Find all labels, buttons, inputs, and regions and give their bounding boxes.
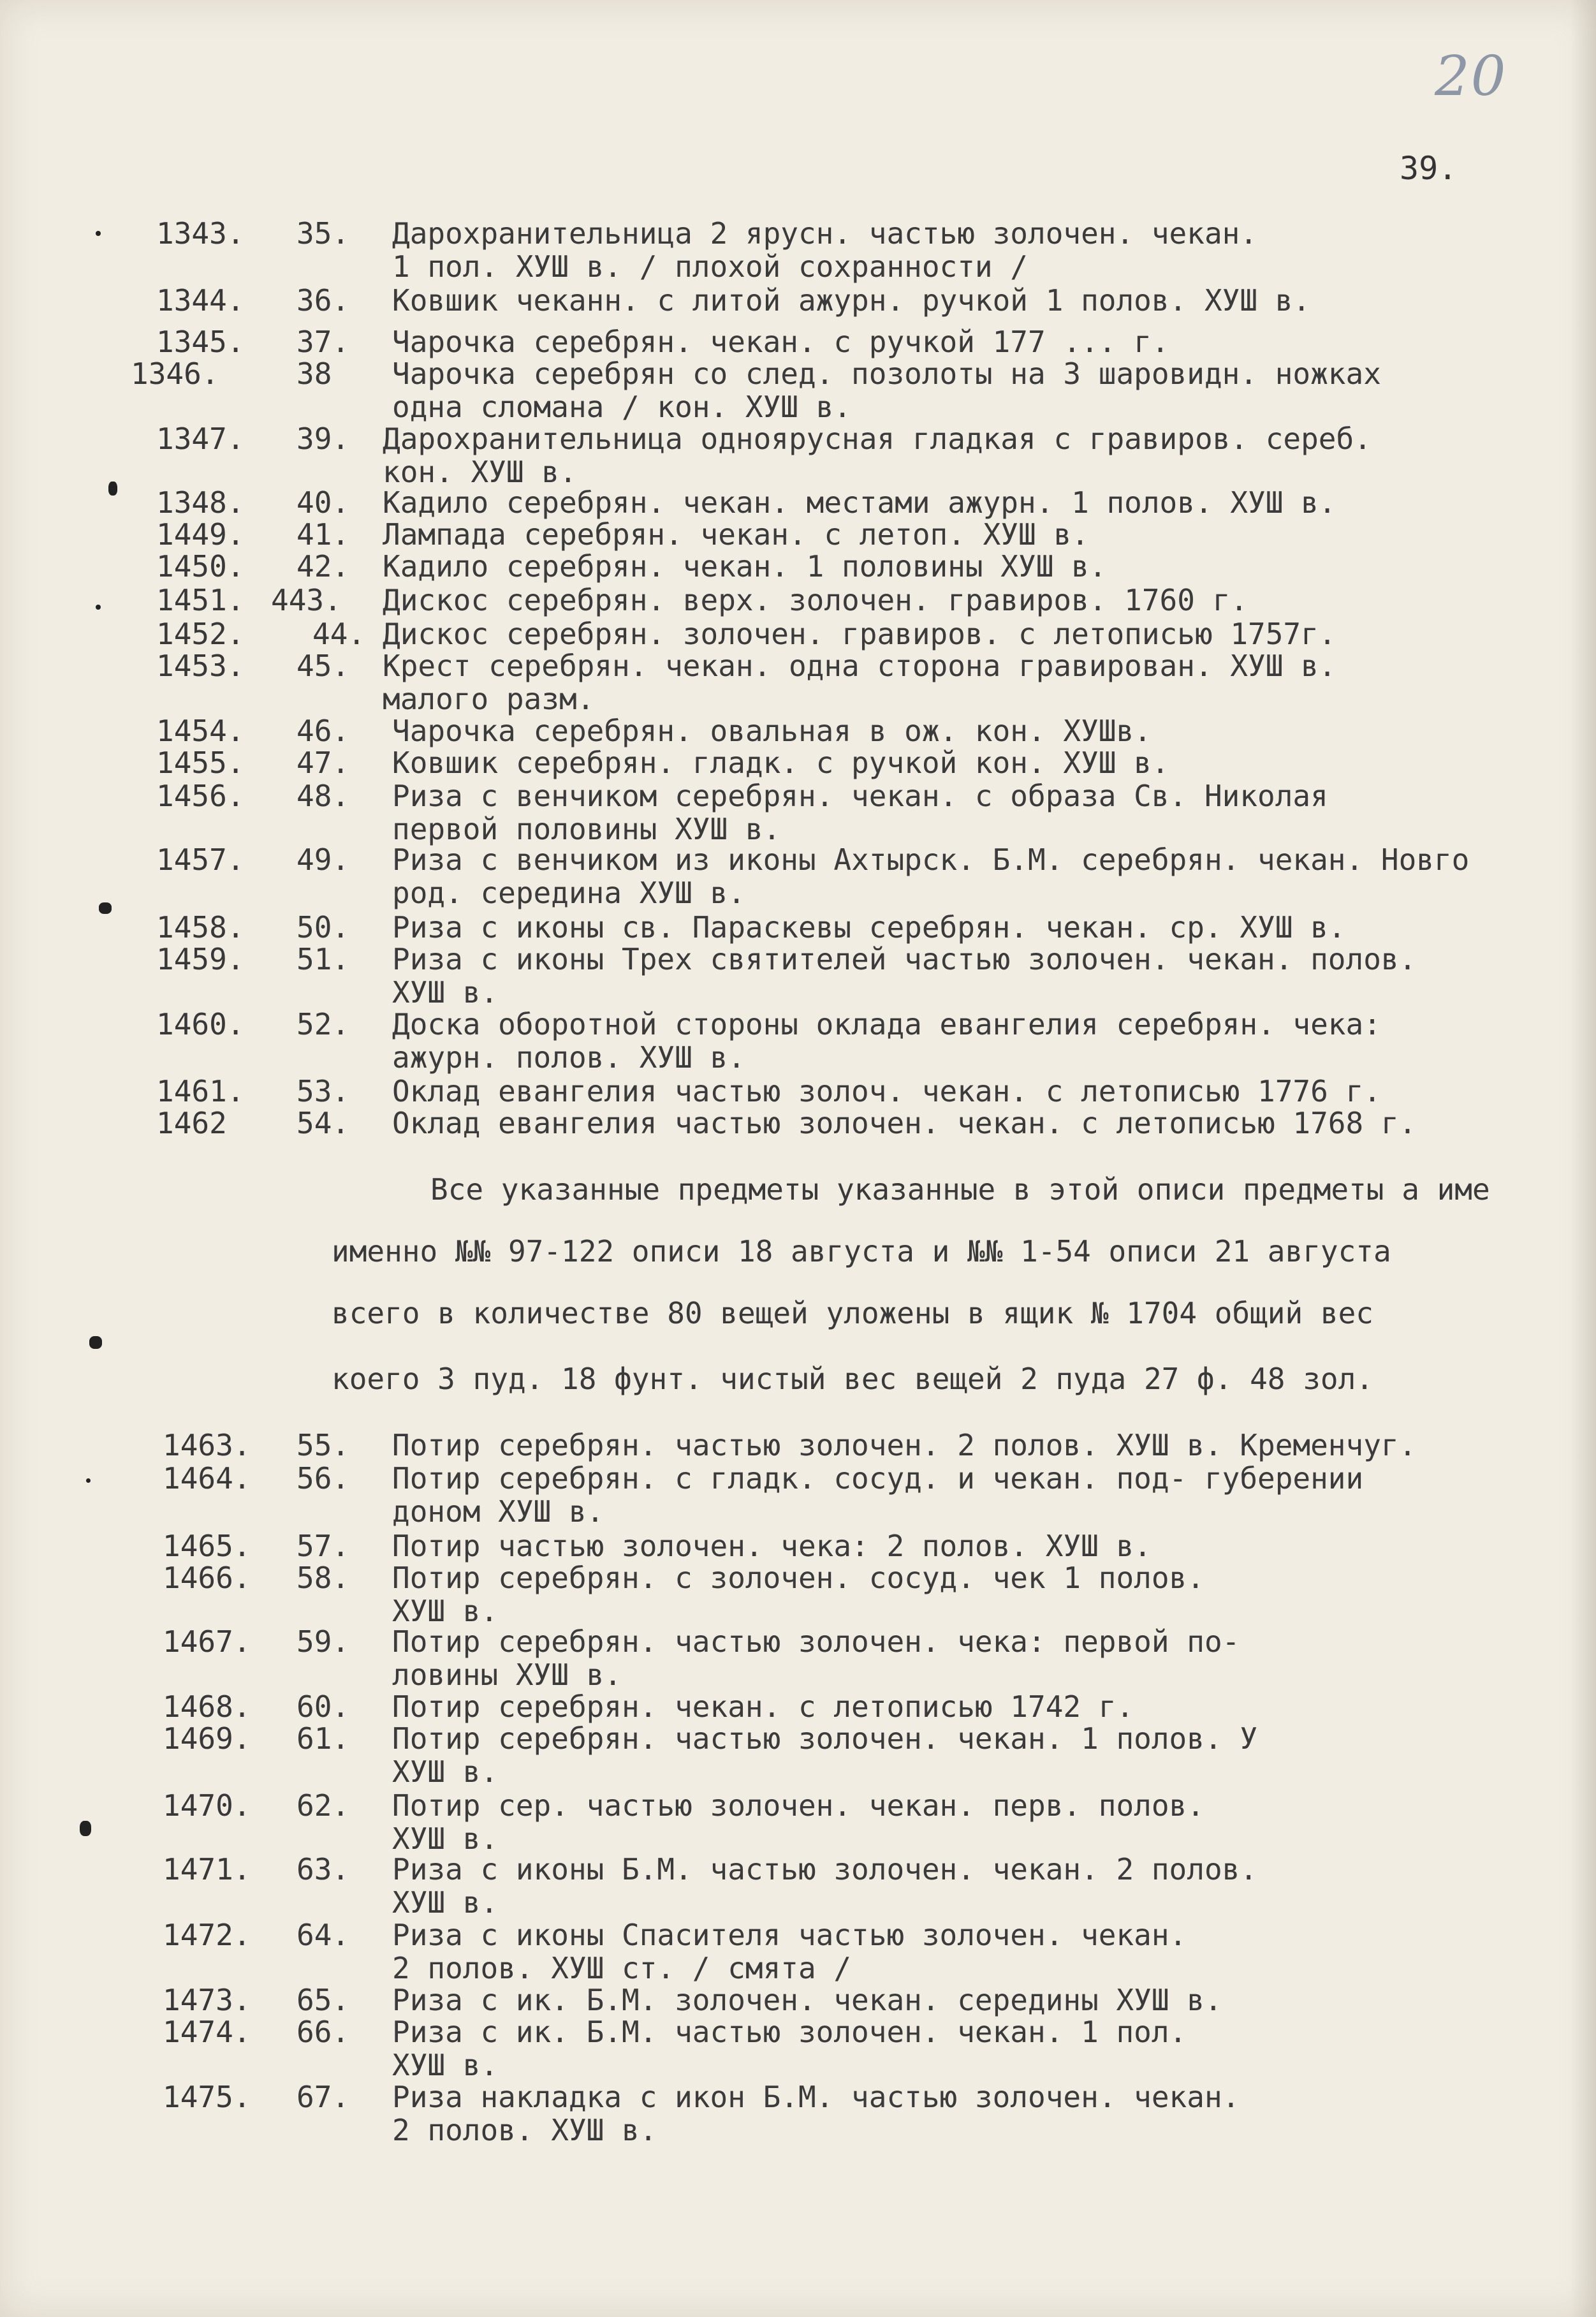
- summary-line: именно №№ 97-122 описи 18 августа и №№ 1-54 описи 21 августа: [332, 1234, 1391, 1269]
- sequence-number: 40.: [297, 485, 350, 520]
- inventory-number: 1450.: [156, 549, 245, 584]
- item-description: Оклад евангелия частью золочен. чекан. с летописью 1768 г.: [392, 1106, 1417, 1140]
- sequence-number: 66.: [297, 2015, 350, 2049]
- sequence-number: 35.: [297, 216, 350, 251]
- item-description: Потир сер. частью золочен. чекан. перв. полов. ХУШ в.: [392, 1788, 1204, 1856]
- inventory-number: 1451.: [156, 583, 245, 617]
- inventory-number: 1345.: [156, 325, 245, 359]
- inventory-number: 1466.: [163, 1561, 251, 1595]
- item-description: Дарохранительница 2 ярусн. частью золочен. чекан. 1 пол. ХУШ в. / плохой сохранности /: [392, 216, 1258, 284]
- archive-folio-number: 20: [1435, 45, 1507, 108]
- inventory-number: 1469.: [163, 1721, 251, 1756]
- inventory-number: 1463.: [163, 1428, 251, 1462]
- sequence-number: 51.: [297, 942, 350, 976]
- item-description: Риза с иконы Трех святителей частью золочен. чекан. полов. ХУШ в.: [392, 942, 1417, 1010]
- item-description: Риза с венчиком из иконы Ахтырск. Б.М. серебрян. чекан. Новго род. середина ХУШ в.: [392, 842, 1470, 910]
- margin-ink-mark: [80, 1821, 91, 1836]
- sequence-number: 67.: [297, 2080, 350, 2114]
- margin-ink-mark: [108, 482, 117, 496]
- item-description: Кадило серебрян. чекан. 1 половины ХУШ в.: [383, 549, 1107, 584]
- item-description: Чарочка серебрян со след. позолоты на 3 шаровидн. ножках одна сломана / кон. ХУШ в.: [392, 357, 1381, 424]
- sequence-number: 63.: [297, 1852, 350, 1887]
- item-description: Доска оборотной стороны оклада евангелия серебрян. чека: ажурн. полов. ХУШ в.: [392, 1007, 1381, 1075]
- inventory-number: 1347.: [156, 422, 245, 456]
- summary-line: коего 3 пуд. 18 фунт. чистый вес вещей 2 пуда 27 ф. 48 зол.: [332, 1362, 1373, 1396]
- item-description: Потир серебрян. с золочен. сосуд. чек 1 полов. ХУШ в.: [392, 1561, 1204, 1628]
- item-description: Риза с иконы Спасителя частью золочен. чекан. 2 полов. ХУШ ст. / смята /: [392, 1918, 1187, 1985]
- sequence-number: 62.: [297, 1788, 350, 1823]
- inventory-number: 1470.: [163, 1788, 251, 1823]
- sequence-number: 61.: [297, 1721, 350, 1756]
- margin-ink-mark: [99, 902, 112, 914]
- item-description: Риза накладка с икон Б.М. частью золочен. чекан. 2 полов. ХУШ в.: [392, 2080, 1240, 2147]
- item-description: Дискос серебрян. золочен. гравиров. с летописью 1757г.: [383, 617, 1336, 651]
- item-description: Крест серебрян. чекан. одна сторона гравирован. ХУШ в. малого разм.: [383, 649, 1336, 716]
- item-description: Потир серебрян. чекан. с летописью 1742 г.: [392, 1689, 1134, 1724]
- sequence-number: 48.: [297, 779, 350, 813]
- sequence-number: 53.: [297, 1074, 350, 1108]
- sequence-number: 44.: [312, 617, 366, 651]
- item-description: Риза с ик. Б.М. частью золочен. чекан. 1 пол. ХУШ в.: [392, 2015, 1187, 2082]
- inventory-number: 1458.: [156, 910, 245, 945]
- inventory-number: 1468.: [163, 1689, 251, 1724]
- sequence-number: 37.: [297, 325, 350, 359]
- sequence-number: 46.: [297, 714, 350, 748]
- item-description: Ковшик серебрян. гладк. с ручкой кон. ХУШ в.: [392, 746, 1169, 780]
- item-description: Лампада серебрян. чекан. с летоп. ХУШ в.: [383, 517, 1089, 552]
- margin-ink-mark: [89, 1336, 102, 1349]
- sequence-number: 57.: [297, 1529, 350, 1563]
- sequence-number: 55.: [297, 1428, 350, 1462]
- inventory-number: 1453.: [156, 649, 245, 683]
- item-description: Чарочка серебрян. овальная в ож. кон. ХУШв.: [392, 714, 1152, 748]
- sequence-number: 42.: [297, 549, 350, 584]
- item-description: Дискос серебрян. верх. золочен. гравиров. 1760 г.: [383, 583, 1248, 617]
- inventory-number: 1457.: [156, 842, 245, 877]
- sequence-number: 58.: [297, 1561, 350, 1595]
- margin-dot-mark: [96, 605, 101, 610]
- sequence-number: 49.: [297, 842, 350, 877]
- item-description: Риза с ик. Б.М. золочен. чекан. середины ХУШ в.: [392, 1983, 1222, 2017]
- inventory-number: 1454.: [156, 714, 245, 748]
- item-description: Потир серебрян. с гладк. сосуд. и чекан. под- губерении доном ХУШ в.: [392, 1461, 1364, 1529]
- sequence-number: 45.: [297, 649, 350, 683]
- sequence-number: 60.: [297, 1689, 350, 1724]
- sequence-number: 65.: [297, 1983, 350, 2017]
- inventory-number: 1462: [156, 1106, 227, 1140]
- item-description: Риза с иконы Б.М. частью золочен. чекан. 2 полов. ХУШ в.: [392, 1852, 1258, 1920]
- item-description: Кадило серебрян. чекан. местами ажурн. 1 полов. ХУШ в.: [383, 485, 1336, 520]
- sequence-number: 36.: [297, 283, 350, 318]
- inventory-number: 1449.: [156, 517, 245, 552]
- inventory-number: 1475.: [163, 2080, 251, 2114]
- inventory-number: 1455.: [156, 746, 245, 780]
- sequence-number: 39.: [297, 422, 350, 456]
- inventory-number: 1465.: [163, 1529, 251, 1563]
- inventory-number: 1343.: [156, 216, 245, 251]
- item-description: Потир серебрян. частью золочен. чека: первой по- ловины ХУШ в.: [392, 1624, 1240, 1692]
- summary-line: всего в количестве 80 вещей уложены в ящик № 1704 общий вес: [332, 1296, 1373, 1330]
- item-description: Чарочка серебрян. чекан. с ручкой 177 ... г.: [392, 325, 1169, 359]
- inventory-number: 1459.: [156, 942, 245, 976]
- item-description: Оклад евангелия частью золоч. чекан. с летописью 1776 г.: [392, 1074, 1381, 1108]
- summary-line: Все указанные предметы указанные в этой описи предметы а име: [430, 1172, 1490, 1207]
- inventory-number: 1474.: [163, 2015, 251, 2049]
- sequence-number: 38: [297, 357, 332, 391]
- inventory-number: 1472.: [163, 1918, 251, 1952]
- sequence-number: 54.: [297, 1106, 350, 1140]
- sequence-number: 41.: [297, 517, 350, 552]
- inventory-number: 1456.: [156, 779, 245, 813]
- margin-dot-mark: [96, 231, 101, 236]
- item-description: Потир частью золочен. чека: 2 полов. ХУШ в.: [392, 1529, 1152, 1563]
- sequence-number: 50.: [297, 910, 350, 945]
- page-edge-shadow: [1570, 0, 1596, 2317]
- item-description: Дарохранительница одноярусная гладкая с гравиров. сереб. кон. ХУШ в.: [383, 422, 1372, 489]
- inventory-number: 1464.: [163, 1461, 251, 1496]
- inventory-number: 1473.: [163, 1983, 251, 2017]
- inventory-number: 1344.: [156, 283, 245, 318]
- inventory-number: 1471.: [163, 1852, 251, 1887]
- sequence-number: 47.: [297, 746, 350, 780]
- item-description: Потир серебрян. частью золочен. 2 полов. ХУШ в. Кременчуг.: [392, 1428, 1417, 1462]
- page-number: 39.: [1400, 150, 1458, 187]
- item-description: Риза с иконы св. Параскевы серебрян. чекан. ср. ХУШ в.: [392, 910, 1346, 945]
- inventory-number: 1461.: [156, 1074, 245, 1108]
- inventory-number: 1460.: [156, 1007, 245, 1041]
- sequence-number: 59.: [297, 1624, 350, 1659]
- sequence-number: 52.: [297, 1007, 350, 1041]
- item-description: Потир серебрян. частью золочен. чекан. 1 полов. У ХУШ в.: [392, 1721, 1258, 1789]
- margin-dot-mark: [86, 1478, 91, 1483]
- inventory-number: 1467.: [163, 1624, 251, 1659]
- inventory-number: 1348.: [156, 485, 245, 520]
- inventory-number: 1452.: [156, 617, 245, 651]
- item-description: Риза с венчиком серебрян. чекан. с образа Св. Николая первой половины ХУШ в.: [392, 779, 1328, 846]
- sequence-number: 443.: [271, 583, 342, 617]
- inventory-number: 1346.: [131, 357, 219, 391]
- sequence-number: 56.: [297, 1461, 350, 1496]
- item-description: Ковшик чеканн. с литой ажурн. ручкой 1 полов. ХУШ в.: [392, 283, 1311, 318]
- sequence-number: 64.: [297, 1918, 350, 1952]
